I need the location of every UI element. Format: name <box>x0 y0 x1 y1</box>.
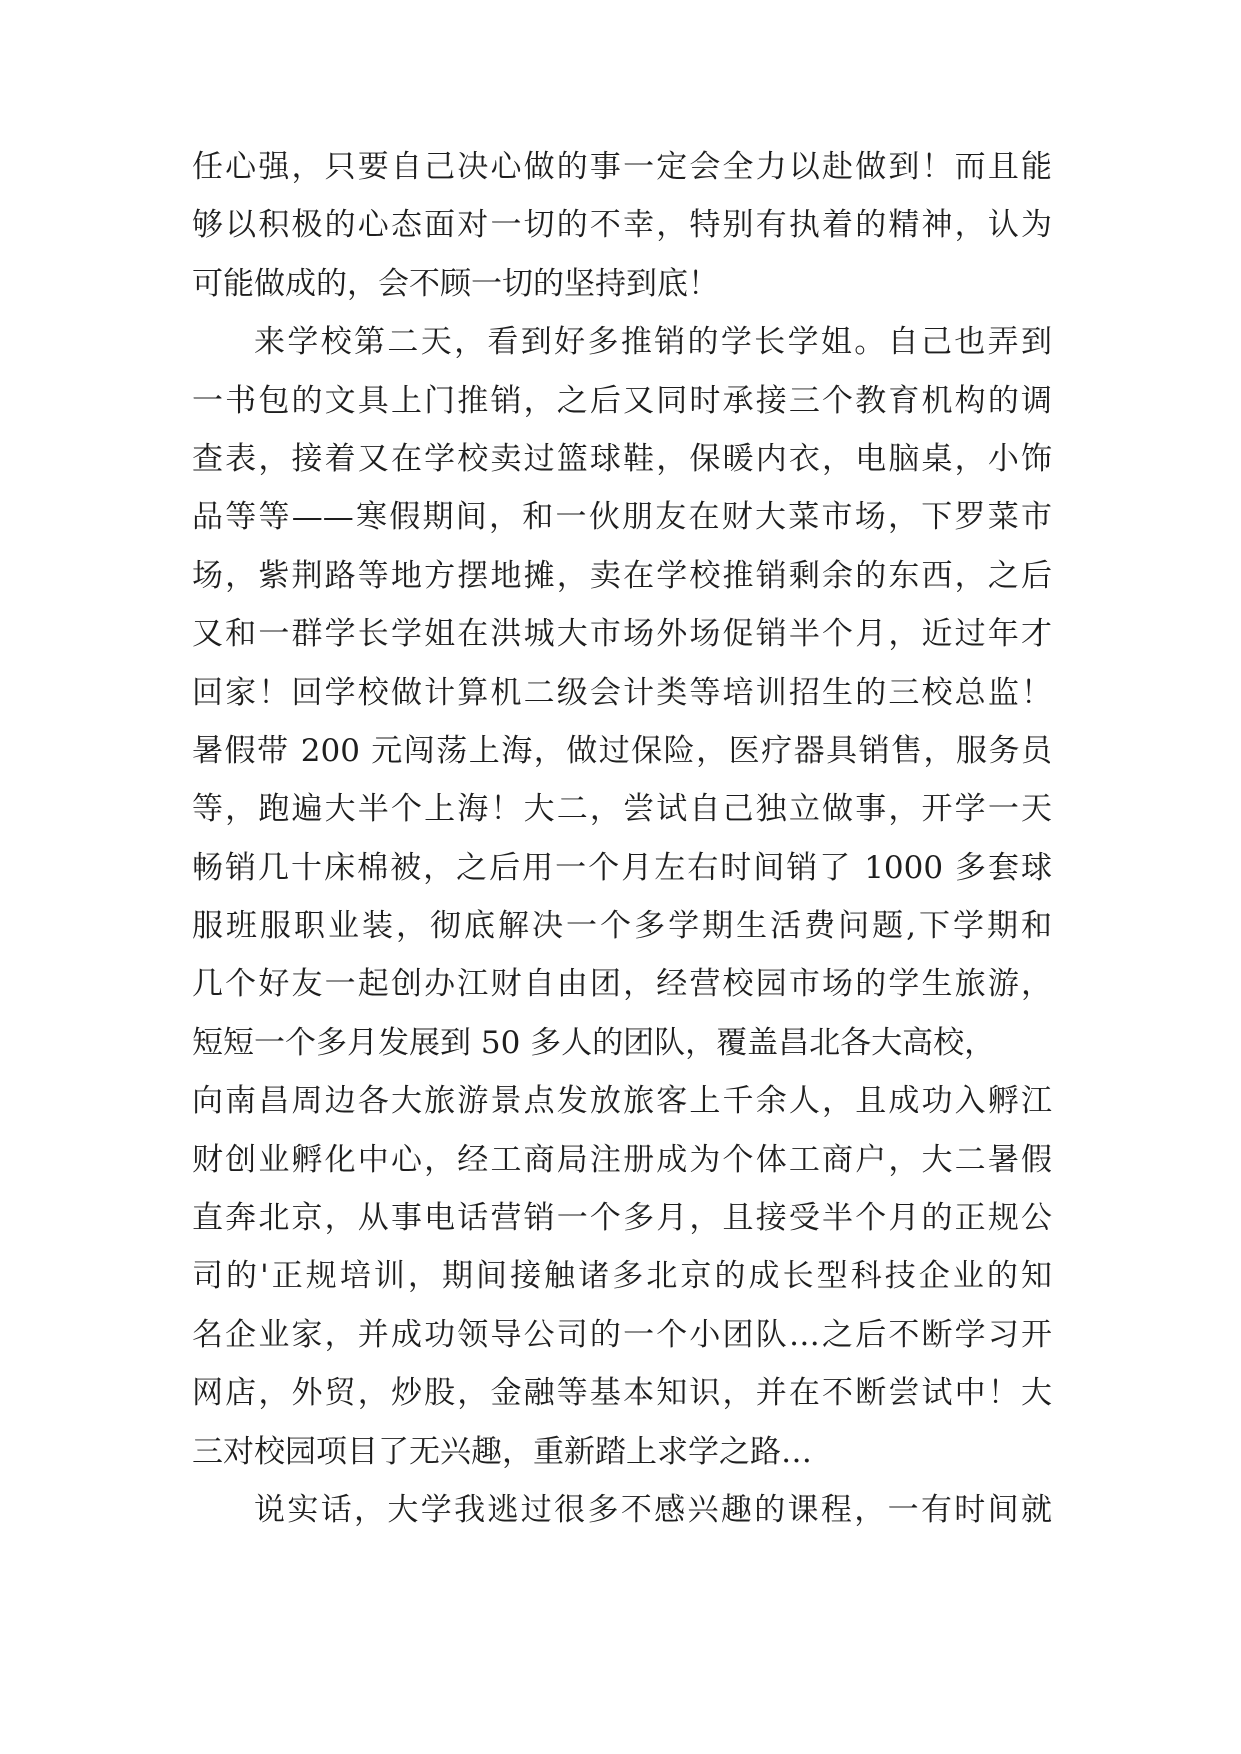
text-line: 服班服职业装，彻底解决一个多学期生活费问题,下学期和 <box>192 908 1052 945</box>
text-line: 直奔北京，从事电话营销一个多月，且接受半个月的正规公 <box>192 1200 1052 1237</box>
text-line: 司的'正规培训，期间接触诸多北京的成长型科技企业的知 <box>192 1258 1052 1295</box>
text-line: 暑假带 200 元闯荡上海，做过保险，医疗器具销售，服务员 <box>192 732 1052 769</box>
text-line: 查表，接着又在学校卖过篮球鞋，保暖内衣，电脑桌，小饰 <box>192 440 1052 477</box>
text-line: 畅销几十床棉被，之后用一个月左右时间销了 1000 多套球 <box>192 849 1052 886</box>
text-line: 又和一群学长学姐在洪城大市场外场促销半个月，近过年才 <box>192 616 1052 653</box>
text-line: 场，紫荆路等地方摆地摊，卖在学校推销剩余的东西，之后 <box>192 557 1052 594</box>
text-line: 三对校园项目了无兴趣，重新踏上求学之路… <box>192 1433 812 1470</box>
body-text <box>192 138 1052 1539</box>
text-line: 可能做成的，会不顾一切的坚持到底！ <box>192 265 719 302</box>
paragraph-first-line: 来学校第二天，看到好多推销的学长学姐。自己也弄到 <box>254 324 1052 361</box>
paragraph-first-line: 说实话，大学我逃过很多不感兴趣的课程，一有时间就 <box>254 1491 1052 1528</box>
text-line: 品等等——寒假期间，和一伙朋友在财大菜市场，下罗菜市 <box>192 499 1052 536</box>
text-line: 一书包的文具上门推销，之后又同时承接三个教育机构的调 <box>192 382 1052 419</box>
text-line: 短短一个多月发展到 50 多人的团队，覆盖昌北各大高校， <box>192 1024 996 1061</box>
text-line: 等，跑遍大半个上海！大二，尝试自己独立做事，开学一天 <box>192 791 1052 828</box>
text-line: 几个好友一起创办江财自由团，经营校园市场的学生旅游， <box>192 966 1052 1003</box>
text-line: 任心强，只要自己决心做的事一定会全力以赴做到！而且能 <box>192 149 1052 185</box>
text-line: 名企业家，并成功领导公司的一个小团队…之后不断学习开 <box>192 1316 1052 1353</box>
text-line: 财创业孵化中心，经工商局注册成为个体工商户，大二暑假 <box>192 1141 1052 1178</box>
text-line: 够以积极的心态面对一切的不幸，特别有执着的精神，认为 <box>192 207 1052 244</box>
text-line: 网店，外贸，炒股，金融等基本知识，并在不断尝试中！大 <box>192 1375 1052 1412</box>
text-line: 向南昌周边各大旅游景点发放旅客上千余人，且成功入孵江 <box>192 1083 1052 1120</box>
text-line: 回家！回学校做计算机二级会计类等培训招生的三校总监！ <box>192 674 1052 711</box>
